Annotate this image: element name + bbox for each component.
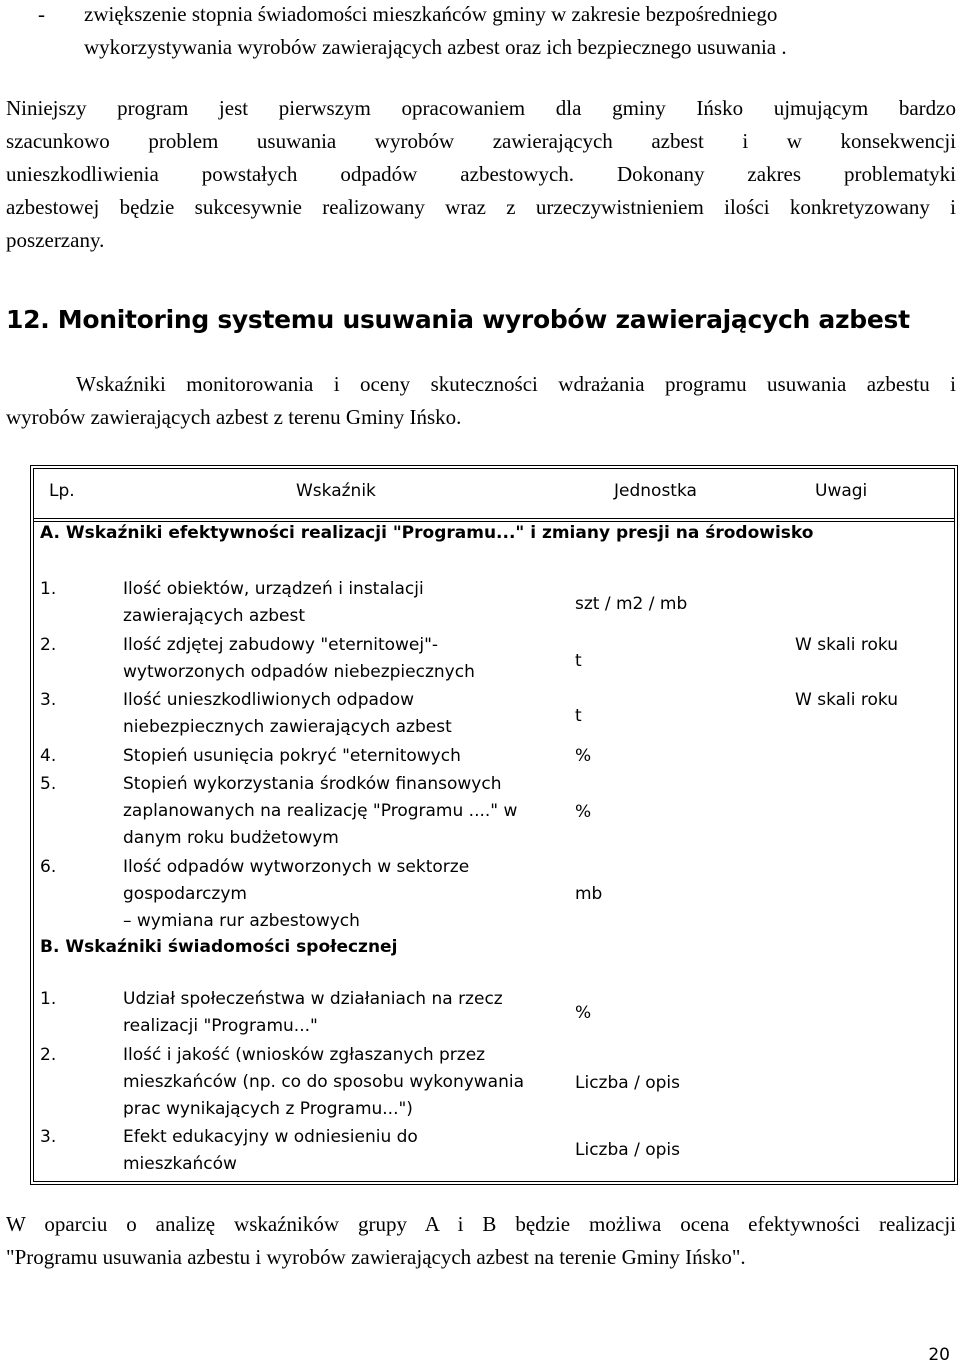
closing-line: W oparciu o analizę wskaźników grupy A i B będzie możliwa ocena efektywności realizacji bbox=[6, 1212, 956, 1236]
paragraph-line: poszerzany. bbox=[6, 228, 105, 252]
header-divider bbox=[33, 518, 955, 519]
row-unit: t bbox=[575, 706, 582, 726]
paragraph-line: Niniejszy program jest pierwszym opracowaniem dla gminy Ińsko ujmującym bardzo bbox=[6, 96, 956, 120]
bullet-dash: - bbox=[38, 2, 45, 26]
row-indicator-line: Ilość zdjętej zabudowy "eternitowej"- bbox=[123, 635, 439, 655]
row-indicator-line: realizacji "Programu..." bbox=[123, 1016, 318, 1036]
row-indicator-line: Stopień usunięcia pokryć "eternitowych bbox=[123, 746, 461, 766]
section-b-title: B. Wskaźniki świadomości społecznej bbox=[40, 937, 398, 957]
row-unit: Liczba / opis bbox=[575, 1140, 680, 1160]
row-note: W skali roku bbox=[795, 690, 898, 710]
row-indicator-line: gospodarczym bbox=[123, 884, 247, 904]
intro-line: wyrobów zawierających azbest z terenu Gminy Ińsko. bbox=[6, 405, 462, 429]
bullet-line-2: wykorzystywania wyrobów zawierających azbest oraz ich bezpiecznego usuwania . bbox=[84, 35, 787, 59]
row-number: 6. bbox=[40, 857, 57, 877]
row-indicator-line: niebezpiecznych zawierających azbest bbox=[123, 717, 452, 737]
page-number: 20 bbox=[928, 1345, 950, 1365]
section-heading: 12. Monitoring systemu usuwania wyrobów zawierających azbest bbox=[6, 305, 910, 334]
bullet-line-1: zwiększenie stopnia świadomości mieszkańców gminy w zakresie bezpośredniego bbox=[84, 2, 778, 26]
row-unit: % bbox=[575, 1003, 592, 1023]
row-indicator-line: danym roku budżetowym bbox=[123, 828, 339, 848]
row-indicator-line: – wymiana rur azbestowych bbox=[123, 911, 360, 931]
row-indicator-line: Ilość odpadów wytworzonych w sektorze bbox=[123, 857, 470, 877]
row-number: 3. bbox=[40, 690, 57, 710]
header-divider bbox=[33, 521, 955, 522]
row-unit: szt / m2 / mb bbox=[575, 594, 688, 614]
row-indicator-line: Stopień wykorzystania środków finansowych bbox=[123, 774, 502, 794]
row-unit: % bbox=[575, 746, 592, 766]
row-number: 1. bbox=[40, 989, 57, 1009]
row-unit: t bbox=[575, 651, 582, 671]
row-indicator-line: prac wynikających z Programu...") bbox=[123, 1099, 413, 1119]
row-unit: % bbox=[575, 802, 592, 822]
header-lp: Lp. bbox=[49, 481, 75, 501]
row-number: 1. bbox=[40, 579, 57, 599]
row-indicator-line: mieszkańców bbox=[123, 1154, 237, 1174]
indicator-table bbox=[30, 465, 958, 1185]
row-number: 5. bbox=[40, 774, 57, 794]
intro-line: Wskaźniki monitorowania i oceny skuteczności wdrażania programu usuwania azbestu i bbox=[76, 372, 956, 396]
paragraph-line: unieszkodliwienia powstałych odpadów azbestowych. Dokonany zakres problematyki bbox=[6, 162, 956, 186]
row-number: 2. bbox=[40, 1045, 57, 1065]
table-intro bbox=[6, 368, 956, 434]
row-indicator-line: Ilość i jakość (wniosków zgłaszanych przez bbox=[123, 1045, 486, 1065]
closing-line: "Programu usuwania azbestu i wyrobów zawierających azbest na terenie Gminy Ińsko". bbox=[6, 1245, 746, 1269]
header-indicator: Wskaźnik bbox=[296, 481, 376, 501]
row-indicator-line: Efekt edukacyjny w odniesieniu do bbox=[123, 1127, 418, 1147]
row-number: 2. bbox=[40, 635, 57, 655]
row-indicator-line: wytworzonych odpadów niebezpiecznych bbox=[123, 662, 475, 682]
row-indicator-line: zaplanowanych na realizację "Programu ...." w bbox=[123, 801, 518, 821]
row-number: 3. bbox=[40, 1127, 57, 1147]
header-unit: Jednostka bbox=[614, 481, 697, 501]
header-notes: Uwagi bbox=[815, 481, 868, 501]
paragraph-program-intro bbox=[6, 92, 956, 257]
row-note: W skali roku bbox=[795, 635, 898, 655]
row-indicator-line: zawierających azbest bbox=[123, 606, 306, 626]
section-a-title: A. Wskaźniki efektywności realizacji "Programu..." i zmiany presji na środowisko bbox=[40, 523, 814, 543]
row-indicator-line: Ilość unieszkodliwionych odpadow bbox=[123, 690, 415, 710]
row-number: 4. bbox=[40, 746, 57, 766]
row-indicator-line: mieszkańców (np. co do sposobu wykonywania bbox=[123, 1072, 525, 1092]
closing-paragraph bbox=[6, 1208, 956, 1274]
paragraph-line: azbestowej będzie sukcesywnie realizowany wraz z urzeczywistnieniem ilości konkretyzowany i bbox=[6, 195, 956, 219]
row-unit: Liczba / opis bbox=[575, 1073, 680, 1093]
row-indicator-line: Udział społeczeństwa w działaniach na rzecz bbox=[123, 989, 503, 1009]
row-unit: mb bbox=[575, 884, 603, 904]
row-indicator-line: Ilość obiektów, urządzeń i instalacji bbox=[123, 579, 424, 599]
paragraph-line: szacunkowo problem usuwania wyrobów zawierających azbest i w konsekwencji bbox=[6, 129, 956, 153]
